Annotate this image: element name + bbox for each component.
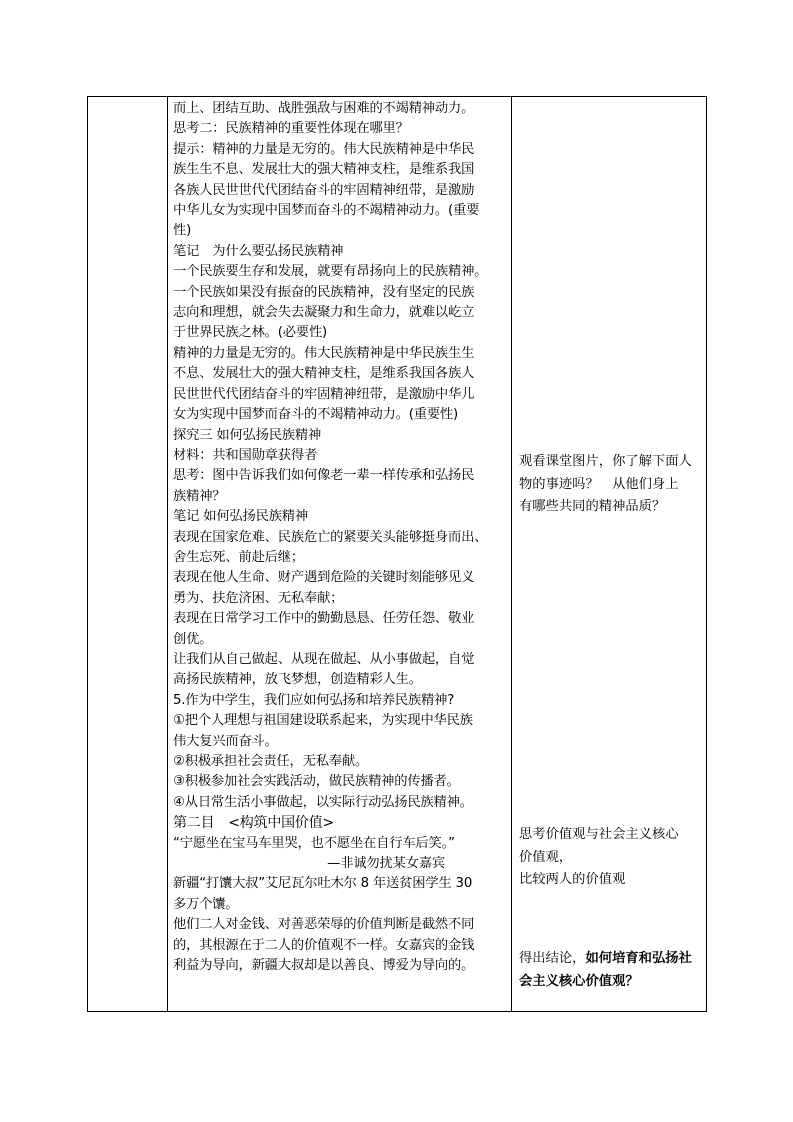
- content-line: 各族人民世世代代团结奋斗的牢固精神纽带，是激励: [173, 182, 475, 198]
- content-line: 精神的力量是无穷的。伟大民族精神是中华民族生生: [173, 345, 475, 361]
- content-line: 探究三 如何弘扬民族精神: [173, 427, 322, 443]
- content-line: 提示：精神的力量是无穷的。伟大民族精神是中华民: [173, 141, 475, 157]
- activity-line: [519, 948, 692, 971]
- content-line: 中华儿女为实现中国梦而奋斗的不竭精神动力。(重要: [173, 203, 480, 219]
- content-line: 创优。: [173, 631, 213, 647]
- content-line: 多万个馕。: [173, 896, 239, 912]
- content-line: 民世世代代团结奋斗的牢固精神纽带，是激励中华儿: [173, 386, 475, 402]
- student-activity-cell: [512, 97, 708, 1011]
- activity-line: 观看课堂图片，你了解下面人: [519, 454, 692, 469]
- content-line: 高扬民族精神，放飞梦想，创造精彩人生。: [173, 672, 422, 688]
- activity-block-2: [519, 824, 679, 892]
- content-line: 而上、团结互助、战胜强敌与困难的不竭精神动力。: [173, 101, 475, 116]
- activity-line: 物的事迹吗？ 从他们身上: [519, 476, 679, 492]
- content-line: 材料：共和国勋章获得者: [173, 447, 318, 463]
- conclusion-question-cont: 会主义核心价值观？: [519, 973, 639, 989]
- content-line: 他们二人对金钱、对善恶荣辱的价值判断是截然不同: [173, 917, 475, 933]
- content-line: 表现在日常学习工作中的勤勤恳恳、任劳任怨、敬业: [173, 611, 475, 627]
- activity-block-1: [519, 451, 692, 519]
- conclusion-prefix: 得出结论，: [519, 951, 586, 966]
- conclusion-question: 如何培育和弘扬社: [585, 951, 692, 966]
- content-line: 新疆“打馕大叔”艾尼瓦尔吐木尔 8 年送贫困学生 30: [173, 876, 473, 892]
- content-line: 让我们从自己做起、从现在做起、从小事做起，自觉: [173, 651, 475, 667]
- content-line: 志向和理想，就会失去凝聚力和生命力，就难以屹立: [173, 305, 475, 321]
- content-line: 利益为导向，新疆大叔却是以善良、博爱为导向的。: [173, 958, 475, 974]
- content-line: 笔记 为什么要弘扬民族精神: [173, 243, 344, 259]
- activity-block-3: [519, 948, 692, 993]
- activity-line: 价值观，: [519, 849, 573, 865]
- content-line: 勇为、扶危济困、无私奉献；: [173, 590, 344, 606]
- content-line: 女为实现中国梦而奋斗的不竭精神动力。(重要性): [173, 407, 459, 423]
- content-line: 舍生忘死、前赴后继；: [173, 549, 304, 565]
- content-line: 的，其根源在于二人的价值观不一样。女嘉宾的金钱: [173, 937, 475, 953]
- content-line: 族生生不息、发展壮大的强大精神支柱，是维系我国: [173, 162, 475, 178]
- content-line: ②积极承担社会责任，无私奉献。: [173, 754, 369, 769]
- quote-attribution: —非诚勿扰某女嘉宾: [327, 856, 445, 872]
- content-line: 5.作为中学生，我们应如何弘扬和培养民族精神?: [173, 692, 455, 708]
- content-line: 性): [173, 223, 192, 239]
- content-line: 伟大复兴而奋斗。: [173, 733, 278, 749]
- content-line: 思考二：民族精神的重要性体现在哪里？: [173, 121, 409, 137]
- content-line: 表现在他人生命、财产遇到危险的关键时刻能够见义: [173, 570, 475, 586]
- activity-line: [519, 971, 692, 994]
- content-line: 思考：图中告诉我们如何像老一辈一样传承和弘扬民: [173, 468, 475, 484]
- content-line: ①把个人理想与祖国建设联系起来，为实现中华民族: [173, 713, 473, 729]
- content-line: 不息、发展壮大的强大精神支柱，是维系我国各族人: [173, 366, 475, 382]
- content-line: 一个民族要生存和发展，就要有昂扬向上的民族精神。: [173, 264, 488, 280]
- section-heading: 第二目 <构筑中国价值>: [173, 815, 335, 832]
- content-line: 笔记 如何弘扬民族精神: [173, 509, 308, 525]
- content-line: 表现在国家危难、民族危亡的紧要关头能够挺身而出、: [173, 529, 488, 545]
- lesson-plan-table: [87, 96, 707, 1012]
- activity-line: 思考价值观与社会主义核心: [519, 827, 679, 842]
- content-line: ③积极参加社会实践活动，做民族精神的传播者。: [173, 774, 460, 790]
- content-line: 于世界民族之林。(必要性): [173, 325, 328, 341]
- teaching-content-cell: [168, 97, 511, 1011]
- activity-line: 有哪些共同的精神品质？: [519, 499, 666, 514]
- activity-line: 比较两人的价值观: [519, 872, 626, 887]
- content-line: ④从日常生活小事做起，以实际行动弘扬民族精神。: [173, 794, 473, 810]
- content-line: 族精神？: [173, 488, 226, 504]
- quote-line: “宁愿坐在宝马车里哭，也不愿坐在自行车后笑。”: [173, 835, 455, 851]
- content-line: 一个民族如果没有振奋的民族精神，没有坚定的民族: [173, 284, 475, 300]
